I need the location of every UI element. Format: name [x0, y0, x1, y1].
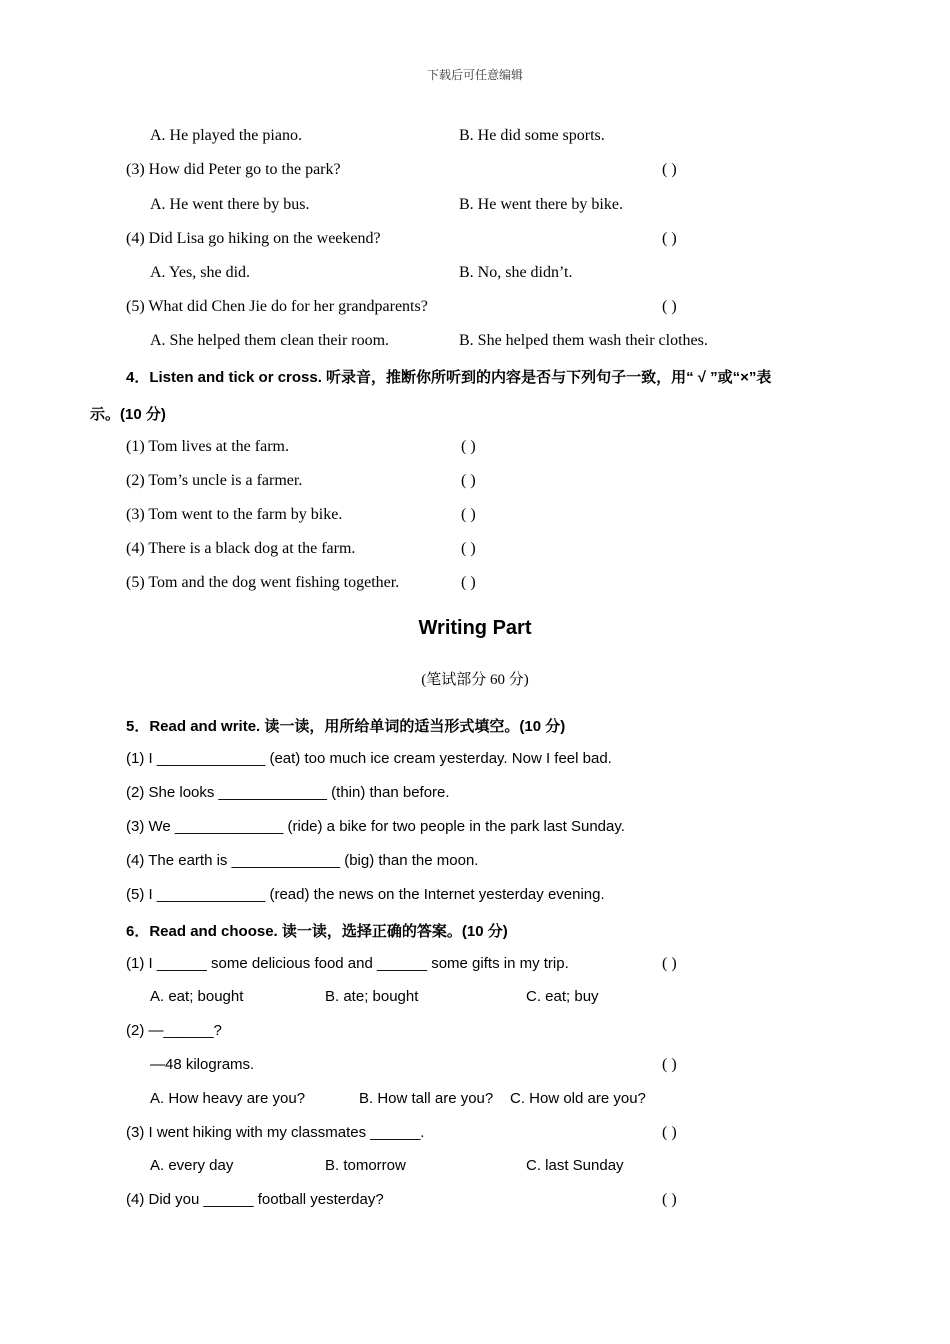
answer-bracket[interactable]: ( ) [461, 438, 476, 455]
option-text: A. Yes, she did. [150, 264, 251, 281]
option-text: A. She helped them clean their room. [150, 332, 390, 349]
answer-bracket[interactable]: ( ) [461, 472, 476, 489]
fill-blank-item: (5) I _____________ (read) the news on the Internet yesterday evening. [126, 886, 605, 903]
option-text: B. He did some sports. [459, 127, 605, 144]
section-heading-continued: 示。(10 分) [90, 406, 166, 423]
option-text: A. How heavy are you? [150, 1090, 306, 1107]
question-text: (4) Did Lisa go hiking on the weekend? [126, 230, 381, 247]
answer-bracket[interactable]: ( ) [662, 298, 677, 315]
statement-item: (5) Tom and the dog went fishing together. [126, 574, 400, 591]
section-heading: 6．Read and choose. 读一读，选择正确的答案。(10 分) [126, 923, 508, 940]
option-text: A. every day [150, 1157, 234, 1174]
fill-blank-item: (1) I _____________ (eat) too much ice cream yesterday. Now I feel bad. [126, 750, 612, 767]
answer-bracket[interactable]: ( ) [662, 230, 677, 247]
option-text: B. No, she didn’t. [459, 264, 573, 281]
statement-item: (1) Tom lives at the farm. [126, 438, 289, 455]
answer-bracket[interactable]: ( ) [662, 1056, 677, 1073]
answer-bracket[interactable]: ( ) [662, 1191, 677, 1208]
answer-bracket[interactable]: ( ) [461, 506, 476, 523]
section-heading: 4．Listen and tick or cross. 听录音，推断你所听到的内容是否与下列句子一致，用“ √ ”或“×”表 [126, 369, 772, 386]
option-text: A. He went there by bus. [150, 196, 310, 213]
answer-bracket[interactable]: ( ) [461, 540, 476, 557]
option-text: A. He played the piano. [150, 127, 302, 144]
part-subtitle: (笔试部分 60 分) [421, 672, 529, 688]
fill-blank-item: (4) The earth is _____________ (big) than the moon. [126, 852, 479, 869]
question-text: (5) What did Chen Jie do for her grandparents? [126, 298, 428, 315]
question-text: (1) I ______ some delicious food and ______ some gifts in my trip. [126, 955, 569, 972]
question-text: (3) How did Peter go to the park? [126, 161, 341, 178]
option-text: A. eat; bought [150, 988, 244, 1005]
fill-blank-item: (2) She looks _____________ (thin) than before. [126, 784, 450, 801]
answer-bracket[interactable]: ( ) [662, 955, 677, 972]
option-text: B. How tall are you? [359, 1090, 494, 1107]
option-text: C. How old are you? [510, 1090, 646, 1107]
option-text: B. ate; bought [325, 988, 419, 1005]
option-text: B. She helped them wash their clothes. [459, 332, 708, 349]
answer-bracket[interactable]: ( ) [662, 161, 677, 178]
option-text: B. tomorrow [325, 1157, 406, 1174]
option-text: C. eat; buy [526, 988, 599, 1005]
statement-item: (2) Tom’s uncle is a farmer. [126, 472, 303, 489]
section-heading: 5．Read and write. 读一读，用所给单词的适当形式填空。(10 分) [126, 718, 566, 735]
answer-line: —48 kilograms. [150, 1056, 255, 1073]
page-header: 下载后可任意编辑 [426, 68, 523, 82]
question-text: (4) Did you ______ football yesterday? [126, 1191, 384, 1208]
part-title: Writing Part [418, 617, 532, 639]
statement-item: (3) Tom went to the farm by bike. [126, 506, 343, 523]
question-text: (2) —______? [126, 1022, 222, 1039]
question-text: (3) I went hiking with my classmates ______. [126, 1124, 425, 1141]
option-text: C. last Sunday [526, 1157, 624, 1174]
option-text: B. He went there by bike. [459, 196, 623, 213]
answer-bracket[interactable]: ( ) [461, 574, 476, 591]
statement-item: (4) There is a black dog at the farm. [126, 540, 356, 557]
answer-bracket[interactable]: ( ) [662, 1124, 677, 1141]
fill-blank-item: (3) We _____________ (ride) a bike for two people in the park last Sunday. [126, 818, 625, 835]
